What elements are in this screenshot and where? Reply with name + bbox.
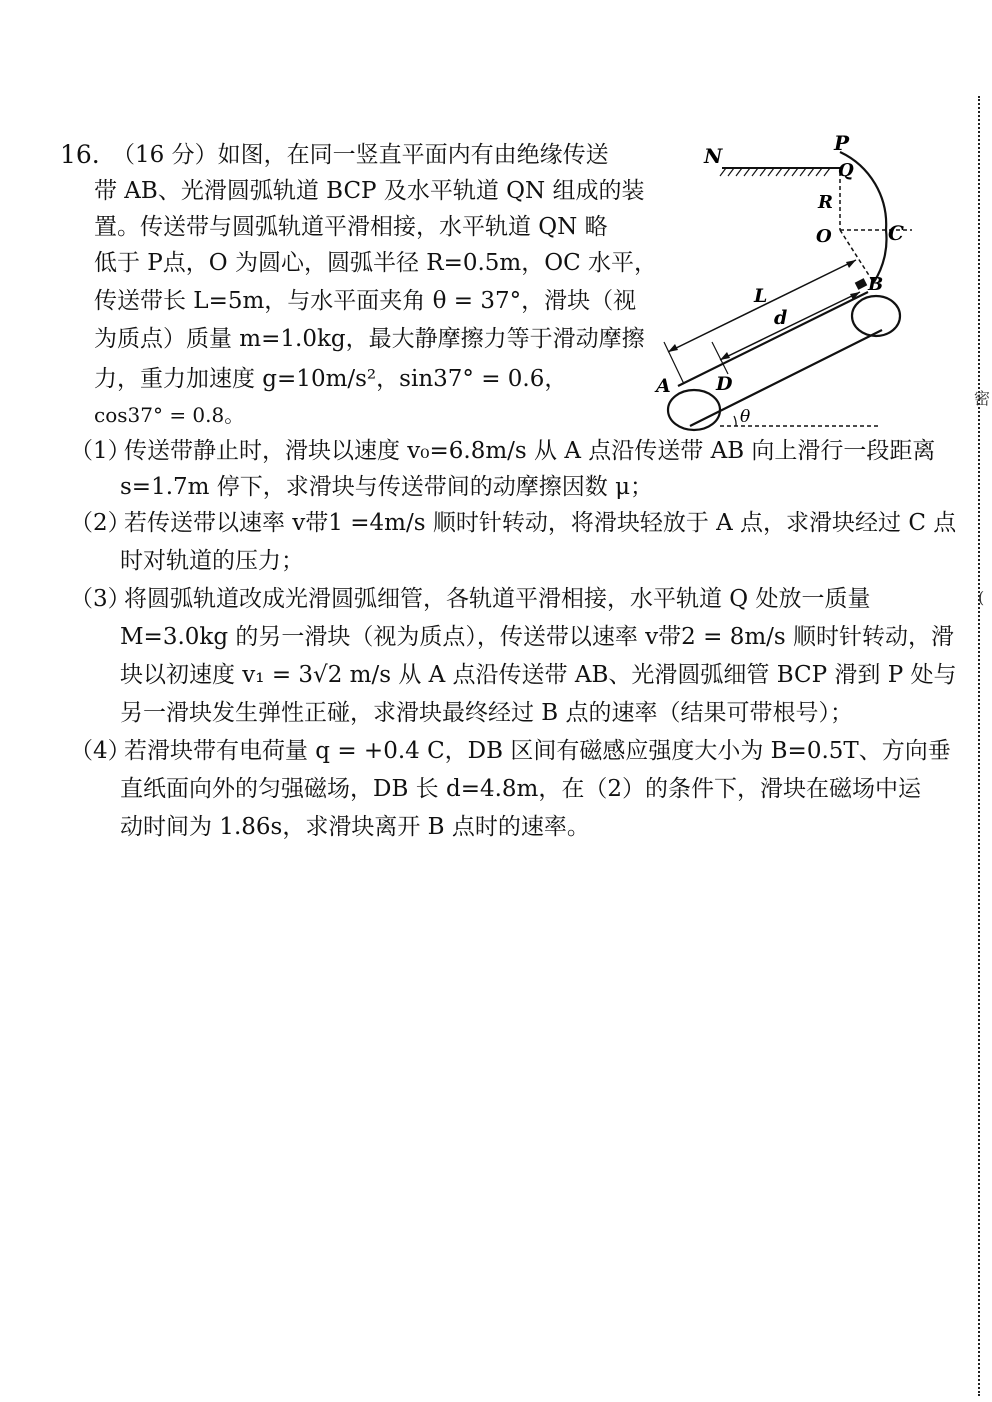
label-c: C: [888, 221, 904, 245]
label-r: R: [818, 192, 833, 213]
conveyor-arc-figure: [650, 130, 904, 440]
ob-line: [840, 230, 872, 280]
intro-line: 传送带长 L=5m，与水平面夹角 θ = 37°，滑块（视: [94, 288, 637, 314]
sub-question-line: 另一滑块发生弹性正碰，求滑块最终经过 B 点的速率（结果可带根号）；: [120, 700, 854, 726]
belt-top: [678, 292, 868, 386]
sub-question-line: 直纸面向外的匀强磁场，DB 长 d=4.8m，在（2）的条件下，滑块在磁场中运: [120, 776, 921, 802]
binding-margin-line: [978, 96, 980, 1396]
question-number: 16.: [60, 140, 100, 169]
arrowhead: [668, 344, 678, 352]
intro-line: 为质点）质量 m=1.0kg，最大静摩擦力等于滑动摩擦: [94, 326, 645, 352]
pulley-b: [852, 296, 900, 336]
label-b: B: [868, 274, 884, 295]
sub-question-label: （3）: [70, 586, 131, 612]
label-o: O: [816, 226, 832, 247]
slider-block: [855, 278, 868, 290]
intro-line: 带 AB、光滑圆弧轨道 BCP 及水平轨道 QN 组成的装: [94, 178, 645, 204]
sub-question-label: （2）: [70, 510, 131, 536]
sub-question-label: （1）: [70, 438, 131, 464]
label-a: A: [656, 375, 671, 397]
label-p: P: [834, 131, 850, 155]
sub-question-line: 块以初速度 v₁ = 3√2 m/s 从 A 点沿传送带 AB、光滑圆弧细管 BCP 滑到 P 处与: [120, 662, 957, 688]
intro-line: 置。传送带与圆弧轨道平滑相接，水平轨道 QN 略: [94, 214, 608, 240]
sub-question-line: 动时间为 1.86s，求滑块离开 B 点时的速率。: [120, 814, 590, 840]
label-theta: θ: [740, 407, 751, 427]
intro-line: （16 分）如图，在同一竖直平面内有由绝缘传送: [112, 142, 609, 168]
sub-question-label: （4）: [70, 738, 131, 764]
label-n: N: [704, 144, 723, 168]
dimension-d: [720, 292, 860, 360]
arrowhead: [846, 260, 856, 268]
margin-char-2: (: [978, 588, 985, 607]
label-d-point: D: [716, 373, 733, 395]
sub-question-line: 若传送带以速率 v带1 =4m/s 顺时针转动，将滑块轻放于 A 点，求滑块经过 C 点: [124, 510, 957, 536]
sub-question-line: 传送带静止时，滑块以速度 v₀=6.8m/s 从 A 点沿传送带 AB 向上滑行一段距离: [124, 438, 936, 464]
intro-line: 低于 P点，O 为圆心，圆弧半径 R=0.5m，OC 水平，: [94, 250, 658, 276]
label-l: L: [754, 285, 768, 307]
sub-question-line: s=1.7m 停下，求滑块与传送带间的动摩擦因数 μ；: [120, 474, 654, 500]
sub-question-line: 将圆弧轨道改成光滑圆弧细管，各轨道平滑相接，水平轨道 Q 处放一质量: [124, 586, 871, 612]
sub-question-line: M=3.0kg 的另一滑块（视为质点），传送带以速率 v带2 = 8m/s 顺时针转动，滑: [120, 624, 955, 650]
track-hatching: [720, 168, 830, 176]
intro-line: cos37° = 0.8。: [94, 403, 245, 427]
margin-char-1: 密: [974, 389, 991, 408]
arrowhead: [720, 352, 730, 360]
label-q: Q: [838, 160, 854, 181]
sub-question-line: 若滑块带有电荷量 q = +0.4 C，DB 区间有磁感应强度大小为 B=0.5T、方向垂: [124, 738, 951, 764]
theta-arc: [734, 416, 736, 426]
label-d: d: [774, 307, 788, 329]
intro-line: 力，重力加速度 g=10m/s²，sin37° = 0.6，: [94, 366, 568, 392]
sub-question-line: 时对轨道的压力；: [120, 548, 304, 574]
